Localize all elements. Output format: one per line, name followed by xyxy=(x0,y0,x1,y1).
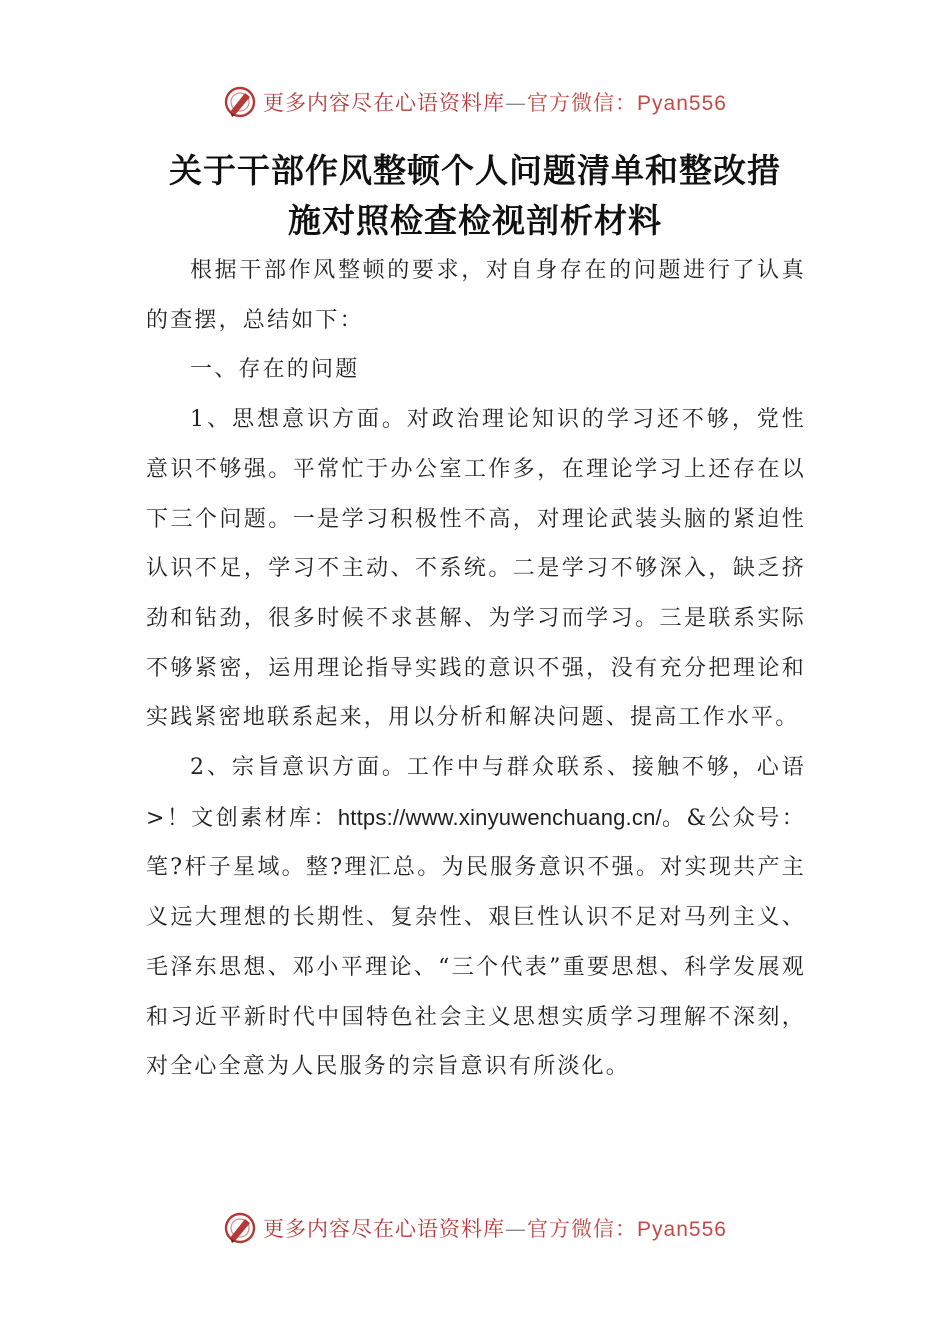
item-2-text-a: 2、宗旨意识方面。工作中与群众联系、接触不够，心语>！文创素材库： xyxy=(146,755,806,831)
section-heading: 一、存在的问题 xyxy=(190,357,360,383)
footer-banner xyxy=(0,1208,950,1248)
item-2-paragraph xyxy=(146,743,806,1092)
banner-wechat-label: 官方微信： xyxy=(527,1217,638,1241)
banner-wechat-id: Pyan556 xyxy=(637,1218,727,1241)
banner-main-text: 更多内容尽在心语资料库 xyxy=(263,1217,506,1241)
item-2-url: https://www.xinyuwenchuang.cn/ xyxy=(337,804,662,830)
banner-separator: — xyxy=(505,1217,528,1241)
item-1-paragraph: 1、思想意识方面。对政治理论知识的学习还不够，党性意识不够强。平常忙于办公室工作多，在理论学习上还存在以下三个问题。一是学习积极性不高，对理论武装头脑的紧迫性认识不足，学习不主动、不系统。二是学习不够深入，缺乏挤劲和钻劲，很多时候不求甚解、为学习而学习。三是联系实际不够紧密，运用理论指导实践的意识不强，没有充分把理论和实践紧密地联系起来，用以分析和解决问题、提高工作水平。 xyxy=(146,407,806,731)
pen-logo-icon xyxy=(223,1211,257,1245)
banner-wechat-label: 官方微信： xyxy=(527,91,638,115)
intro-paragraph: 根据干部作风整顿的要求，对自身存在的问题进行了认真的查摆，总结如下： xyxy=(146,258,806,333)
title-line-2: 施对照检查检视剖析材料 xyxy=(288,201,662,240)
banner-main-text: 更多内容尽在心语资料库 xyxy=(263,91,506,115)
item-2-text-b: 。&公众号：笔?杆子星域。整?理汇总。为民服务意识不强。对实现共产主义远大理想的长期性、复杂性、艰巨性认识不足对马列主义、毛泽东思想、邓小平理论、“三个代表”重要思想、科学发展观和习近平新时代中国特色社会主义思想实质学习理解不深刻，对全心全意为人民服务的宗旨意识有所淡化。 xyxy=(146,805,806,1080)
document-body xyxy=(146,246,806,1092)
banner-wechat-id: Pyan556 xyxy=(637,92,727,115)
document-title xyxy=(130,146,820,246)
banner-text xyxy=(263,87,727,117)
pen-logo-icon xyxy=(223,85,257,119)
banner-text xyxy=(263,1213,727,1243)
title-line-1: 关于干部作风整顿个人问题清单和整改措 xyxy=(169,151,781,190)
header-banner xyxy=(0,82,950,122)
banner-separator: — xyxy=(505,91,528,115)
